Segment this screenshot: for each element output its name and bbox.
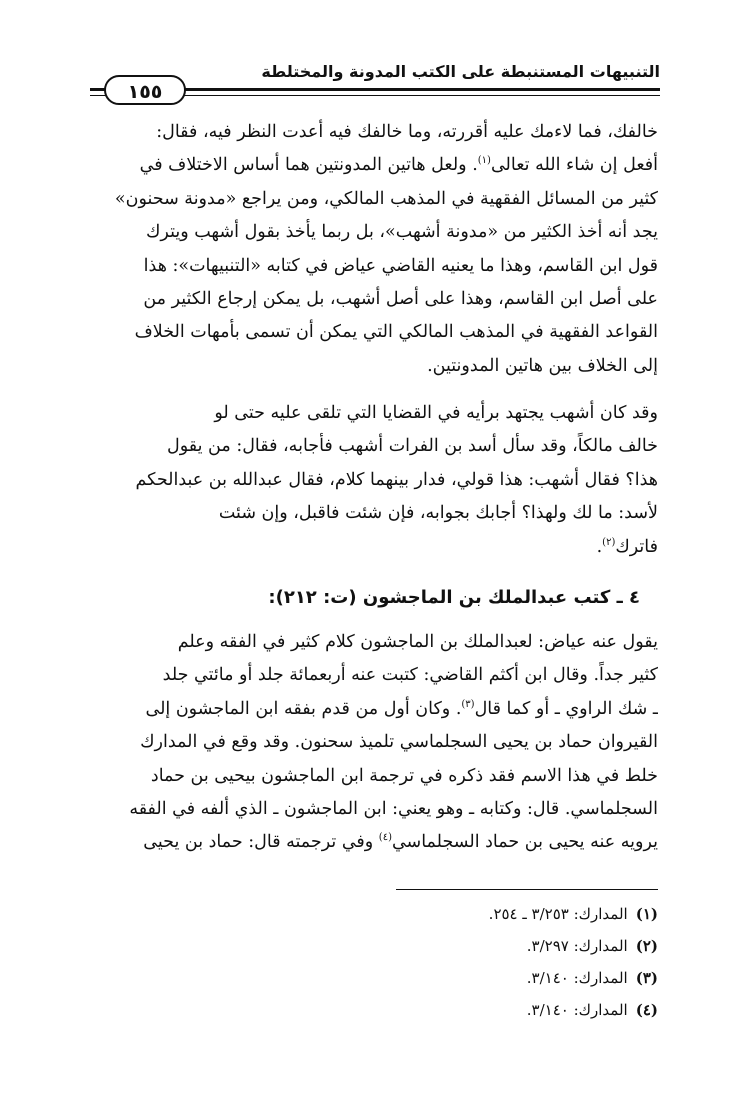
- footnote-ref-4: (٤): [378, 832, 392, 844]
- paragraph-line: خلط في هذا الاسم فقد ذكره في ترجمة ابن الماجشون بيحيى بن حماد: [150, 765, 658, 786]
- paragraph-line: هذا؟ فقال أشهب: هذا قولي، فدار بينهما كلام، فقال عبدالله بن عبدالحكم: [135, 469, 658, 490]
- footnote-item: (١)المدارك: ٣/٢٥٣ ـ ٢٥٤.: [488, 905, 658, 923]
- paragraph-line: إلى الخلاف بين هاتين المدونتين.: [427, 355, 658, 376]
- paragraph-line: لأسد: ما لك ولهذا؟ أجابك بجوابه، فإن شئت فاقبل، وإن شئت: [218, 503, 658, 524]
- running-title: التنبيهات المستنبطة على الكتب المدونة والمختلطة: [261, 62, 660, 81]
- paragraph-line: يرويه عنه يحيى بن حماد السجلماسي$^{(٤)}$ وفي ترجمته قال: حماد بن يحيى: [143, 832, 658, 853]
- paragraph-line: خالف مالكاً، وقد سأل أسد بن الفرات أشهب فأجابه، فقال: من يقول: [167, 436, 658, 457]
- footnote-ref-1: (١): [477, 155, 491, 167]
- paragraph-line: خالفك، فما لاءمك عليه أقررته، وما خالفك فيه أعدت النظر فيه، فقال:: [156, 122, 658, 142]
- paragraph-line: ـ شك الراوي ـ أو كما قال$^{(٣)}$. وكان أول من قدم بفقه ابن الماجشون إلى: [145, 698, 658, 719]
- paragraph-line: يقول عنه عياض: لعبدالملك بن الماجشون كلام كثير في الفقه وعلم: [177, 632, 658, 652]
- footnote-item: (٤)المدارك: ٣/١٤٠.: [526, 1001, 658, 1019]
- paragraph-line: القيروان حماد بن يحيى السجلماسي تلميذ سحنون. وقد وقع في المدارك: [140, 732, 658, 753]
- paragraph-line: قول ابن القاسم، وهذا ما يعنيه القاضي عياض في كتابه «التنبيهات»: هذا: [143, 255, 658, 276]
- paragraph-line: أفعل إن شاء الله تعالى$^{(١)}$. ولعل هاتين المدونتين هما أساس الاختلاف في: [139, 155, 658, 176]
- page-number: ١٥٥: [104, 75, 186, 105]
- paragraph-line: يجد أنه أخذ الكثير من «مدونة أشهب»، بل ربما يأخذ بقول أشهب ويترك: [146, 222, 658, 243]
- paragraph-3: [86, 626, 658, 860]
- paragraph-1: [86, 116, 658, 383]
- paragraph-line: على أصل ابن القاسم، وهذا على أصل أشهب، بل يمكن إرجاع الكثير من: [143, 289, 658, 310]
- footnotes-list: [489, 898, 658, 1026]
- footnote-separator: [396, 889, 658, 890]
- footnote-item: (٢)المدارك: ٣/٢٩٧.: [526, 937, 658, 955]
- footnote-ref-3: (٣): [461, 698, 475, 710]
- paragraph-line: وقد كان أشهب يجتهد برأيه في القضايا التي تلقى عليه حتى لو: [214, 403, 658, 423]
- paragraph-line: فاترك$^{(٢)}$.: [596, 536, 658, 557]
- paragraph-line: القواعد الفقهية في المذهب المالكي التي يمكن أن تسمى بأمهات الخلاف: [134, 322, 658, 343]
- footnote-item: (٣)المدارك: ٣/١٤٠.: [526, 969, 658, 987]
- paragraph-line: السجلماسي. قال: وكتابه ـ وهو يعني: ابن الماجشون ـ الذي ألفه في الفقه: [129, 799, 658, 820]
- section-heading: ٤ ـ كتب عبدالملك بن الماجشون (ت: ٢١٢):: [268, 587, 640, 608]
- paragraph-2: [86, 397, 658, 564]
- paragraph-line: كثير من المسائل الفقهية في المذهب المالكي، ومن يراجع «مدونة سحنون»: [114, 188, 658, 209]
- footnote-ref-2: (٢): [602, 536, 616, 548]
- paragraph-line: كثير جداً. وقال ابن أكثم القاضي: كتبت عنه أربعمائة جلد أو مائتي جلد: [162, 665, 658, 686]
